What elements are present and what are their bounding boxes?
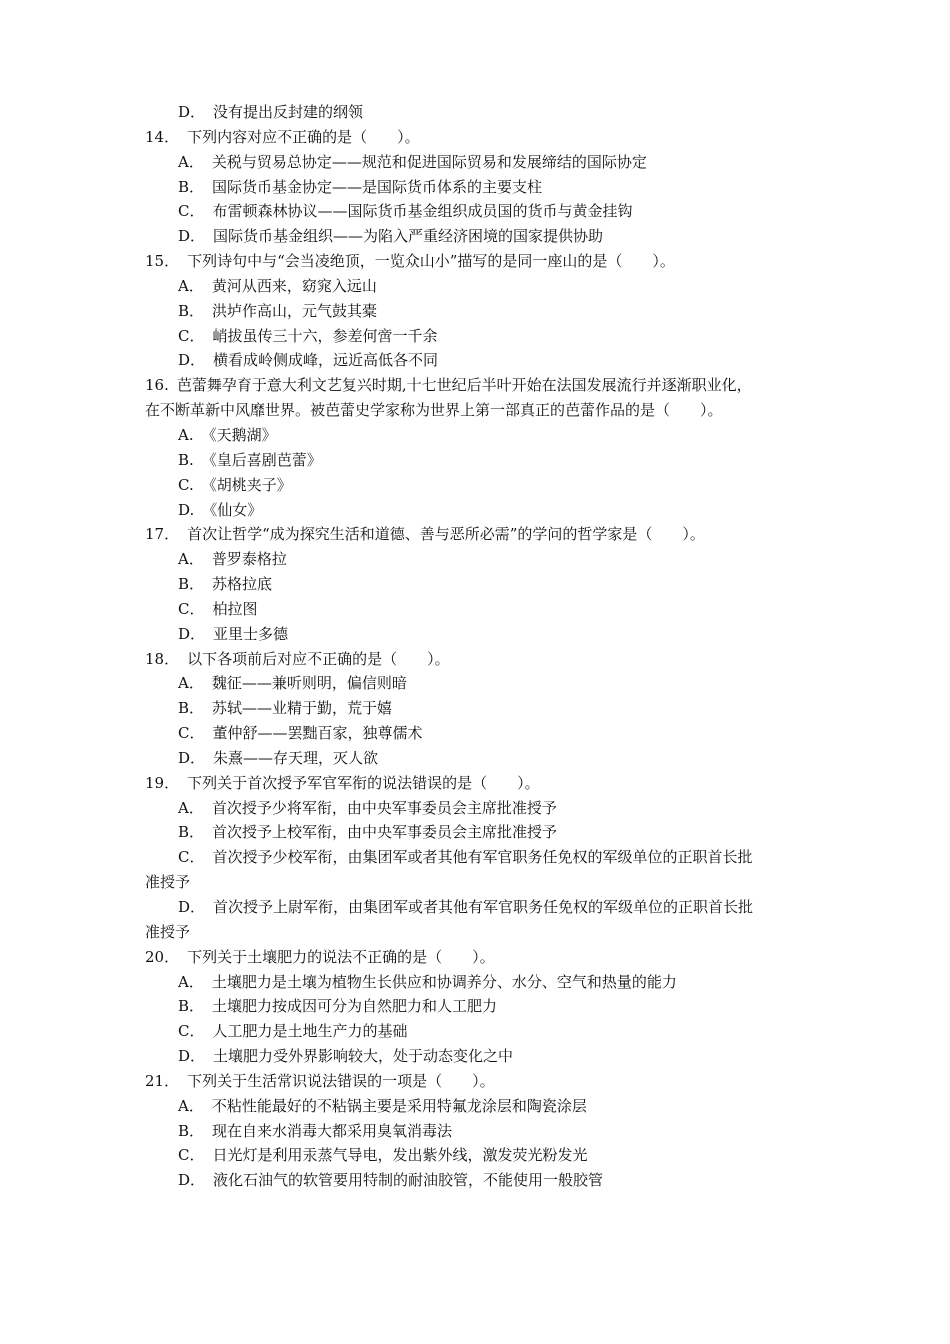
answer-option <box>0 1119 950 1144</box>
option-text-continued: 准授予 <box>145 922 191 941</box>
option-label: D． <box>178 103 206 121</box>
answer-option <box>0 423 950 448</box>
option-label: B． <box>178 997 205 1016</box>
option-text: 人工肥力是土地生产力的基础 <box>212 1022 408 1041</box>
option-text: 首次授予上尉军衔，由集团军或者其他有军官职务任免权的军级单位的正职首长批 <box>213 898 754 916</box>
option-text: 朱熹——存天理，灭人欲 <box>213 748 379 767</box>
answer-option <box>0 150 950 175</box>
option-text: 没有提出反封建的纲领 <box>213 103 364 121</box>
option-text: 《天鹅湖》 <box>201 425 277 444</box>
option-label: B. <box>178 450 194 469</box>
option-label: C． <box>178 1146 205 1165</box>
option-text: 《胡桃夹子》 <box>201 475 292 494</box>
question-stem <box>0 771 950 796</box>
answer-option <box>0 473 950 498</box>
answer-option <box>0 572 950 597</box>
answer-option <box>0 299 950 324</box>
answer-option <box>0 994 950 1019</box>
question-number: 20． <box>145 947 180 966</box>
option-label: A. <box>178 425 194 444</box>
answer-option <box>0 199 950 224</box>
answer-option <box>0 796 950 821</box>
question-stem <box>0 522 950 547</box>
option-text: 黄河从西来，窈窕入远山 <box>211 276 377 295</box>
answer-option <box>0 895 950 920</box>
answer-option <box>0 448 950 473</box>
option-text: 土壤肥力是土壤为植物生长供应和协调养分、水分、空气和热量的能力 <box>211 972 677 991</box>
answer-option <box>0 1143 950 1168</box>
option-text: 《皇后喜剧芭蕾》 <box>201 450 322 469</box>
option-label: B． <box>178 699 205 718</box>
option-label: B． <box>178 823 205 842</box>
answer-option <box>0 597 950 622</box>
question-text-continued: 在不断革新中风靡世界。被芭蕾史学家称为世界上第一部真正的芭蕾作品的是（ ）。 <box>145 401 723 420</box>
option-label: D． <box>178 1171 206 1190</box>
option-label: A． <box>178 674 204 693</box>
option-text: 液化石油气的软管要用特制的耐油胶管，不能使用一般胶管 <box>213 1171 604 1190</box>
answer-option <box>0 274 950 299</box>
answer-option <box>0 845 950 870</box>
option-label: C. <box>178 475 194 494</box>
option-label: B． <box>178 1121 205 1140</box>
option-text: 柏拉图 <box>212 599 258 618</box>
option-text: 首次授予上校军衔，由中央军事委员会主席批准授予 <box>212 823 558 842</box>
answer-option <box>0 324 950 349</box>
option-text: 洪垆作高山，元气鼓其橐 <box>212 301 378 320</box>
option-label: A． <box>178 276 204 295</box>
answer-option <box>0 1019 950 1044</box>
option-text: 现在自来水消毒大都采用臭氧消毒法 <box>212 1121 453 1140</box>
answer-option <box>0 348 950 373</box>
question-stem <box>0 945 950 970</box>
answer-option <box>0 820 950 845</box>
option-text: 苏轼——业精于勤，荒于嬉 <box>212 699 393 718</box>
question-number: 21． <box>145 1071 180 1090</box>
question-stem <box>0 373 950 398</box>
answer-option <box>0 671 950 696</box>
option-label: D． <box>178 898 206 916</box>
option-text: 苏格拉底 <box>212 575 273 594</box>
answer-option <box>0 970 950 995</box>
option-label: A． <box>178 1096 204 1115</box>
option-text: 土壤肥力受外界影响较大，处于动态变化之中 <box>213 1047 514 1066</box>
question-text: 首次让哲学“成为探究生活和道德、善与恶所必需”的学问的哲学家是（ ）。 <box>187 525 705 544</box>
option-label: C． <box>178 848 205 867</box>
question-text: 下列内容对应不正确的是（ ）。 <box>187 127 420 146</box>
answer-option <box>0 175 950 200</box>
option-text: 土壤肥力按成因可分为自然肥力和人工肥力 <box>212 997 498 1016</box>
question-stem <box>0 249 950 274</box>
question-stem <box>0 125 950 150</box>
question-text: 下列诗句中与“会当凌绝顶，一览众山小”描写的是同一座山的是（ ）。 <box>187 252 675 271</box>
option-text: 横看成岭侧成峰，远近高低各不同 <box>213 351 439 370</box>
option-label: C． <box>178 599 205 618</box>
option-label: D． <box>178 227 206 246</box>
option-text: 关税与贸易总协定——规范和促进国际贸易和发展缔结的国际协定 <box>211 152 647 171</box>
option-label: B． <box>178 177 205 196</box>
question-stem <box>0 1069 950 1094</box>
option-label: C． <box>178 1022 205 1041</box>
answer-option <box>0 498 950 523</box>
option-label: A． <box>178 152 204 171</box>
question-13-option-d <box>0 100 950 125</box>
question-text: 下列关于首次授予军官军衔的说法错误的是（ ）。 <box>187 773 540 792</box>
answer-option <box>0 622 950 647</box>
question-text: 下列关于土壤肥力的说法不正确的是（ ）。 <box>187 947 495 966</box>
question-text: 下列关于生活常识说法错误的一项是（ ）。 <box>187 1071 495 1090</box>
option-text: 魏征——兼听则明，偏信则暗 <box>211 674 407 693</box>
option-text: 峭拔虽传三十六，参差何啻一千余 <box>212 326 438 345</box>
question-number: 19． <box>145 773 180 792</box>
question-number: 18． <box>145 649 180 668</box>
answer-option <box>0 746 950 771</box>
option-text: 《仙女》 <box>202 500 263 519</box>
question-number: 16. <box>145 376 169 395</box>
answer-option <box>0 1094 950 1119</box>
answer-option <box>0 1168 950 1193</box>
answer-option <box>0 1044 950 1069</box>
option-label: C． <box>178 724 205 743</box>
option-text-continued: 准授予 <box>145 873 191 892</box>
question-list <box>0 125 950 1193</box>
answer-option <box>0 696 950 721</box>
option-label: D． <box>178 351 206 370</box>
option-label: D． <box>178 1047 206 1066</box>
option-text: 普罗泰格拉 <box>211 550 287 569</box>
option-label: D. <box>178 500 195 519</box>
option-label: A． <box>178 550 204 569</box>
question-number: 17． <box>145 525 180 544</box>
question-text: 芭蕾舞孕育于意大利文艺复兴时期,十七世纪后半叶开始在法国发展流行并逐渐职业化， <box>176 376 752 395</box>
option-label: C． <box>178 326 205 345</box>
option-text: 亚里士多德 <box>213 624 289 643</box>
question-number: 15． <box>145 252 180 271</box>
option-label: D． <box>178 624 206 643</box>
option-text: 不粘性能最好的不粘锅主要是采用特氟龙涂层和陶瓷涂层 <box>211 1096 587 1115</box>
exam-page <box>0 100 950 1193</box>
answer-option <box>0 224 950 249</box>
answer-option <box>0 547 950 572</box>
option-label: B． <box>178 575 205 594</box>
question-text: 以下各项前后对应不正确的是（ ）。 <box>187 649 450 668</box>
option-text: 首次授予少校军衔，由集团军或者其他有军官职务任免权的军级单位的正职首长批 <box>212 848 753 867</box>
option-text: 国际货币基金组织——为陷入严重经济困境的国家提供协助 <box>213 227 604 246</box>
option-label: A． <box>178 798 204 817</box>
option-text: 日光灯是利用汞蒸气导电，发出紫外线，激发荧光粉发光 <box>212 1146 588 1165</box>
option-text: 董仲舒——罢黜百家，独尊儒术 <box>212 724 423 743</box>
question-number: 14． <box>145 127 180 146</box>
option-label: D． <box>178 748 206 767</box>
answer-option <box>0 721 950 746</box>
option-label: A． <box>178 972 204 991</box>
option-label: B． <box>178 301 205 320</box>
option-label: C． <box>178 202 205 221</box>
option-text: 首次授予少将军衔，由中央军事委员会主席批准授予 <box>211 798 557 817</box>
option-text: 布雷顿森林协议——国际货币基金组织成员国的货币与黄金挂钩 <box>212 202 633 221</box>
option-text: 国际货币基金协定——是国际货币体系的主要支柱 <box>212 177 543 196</box>
question-stem <box>0 647 950 672</box>
